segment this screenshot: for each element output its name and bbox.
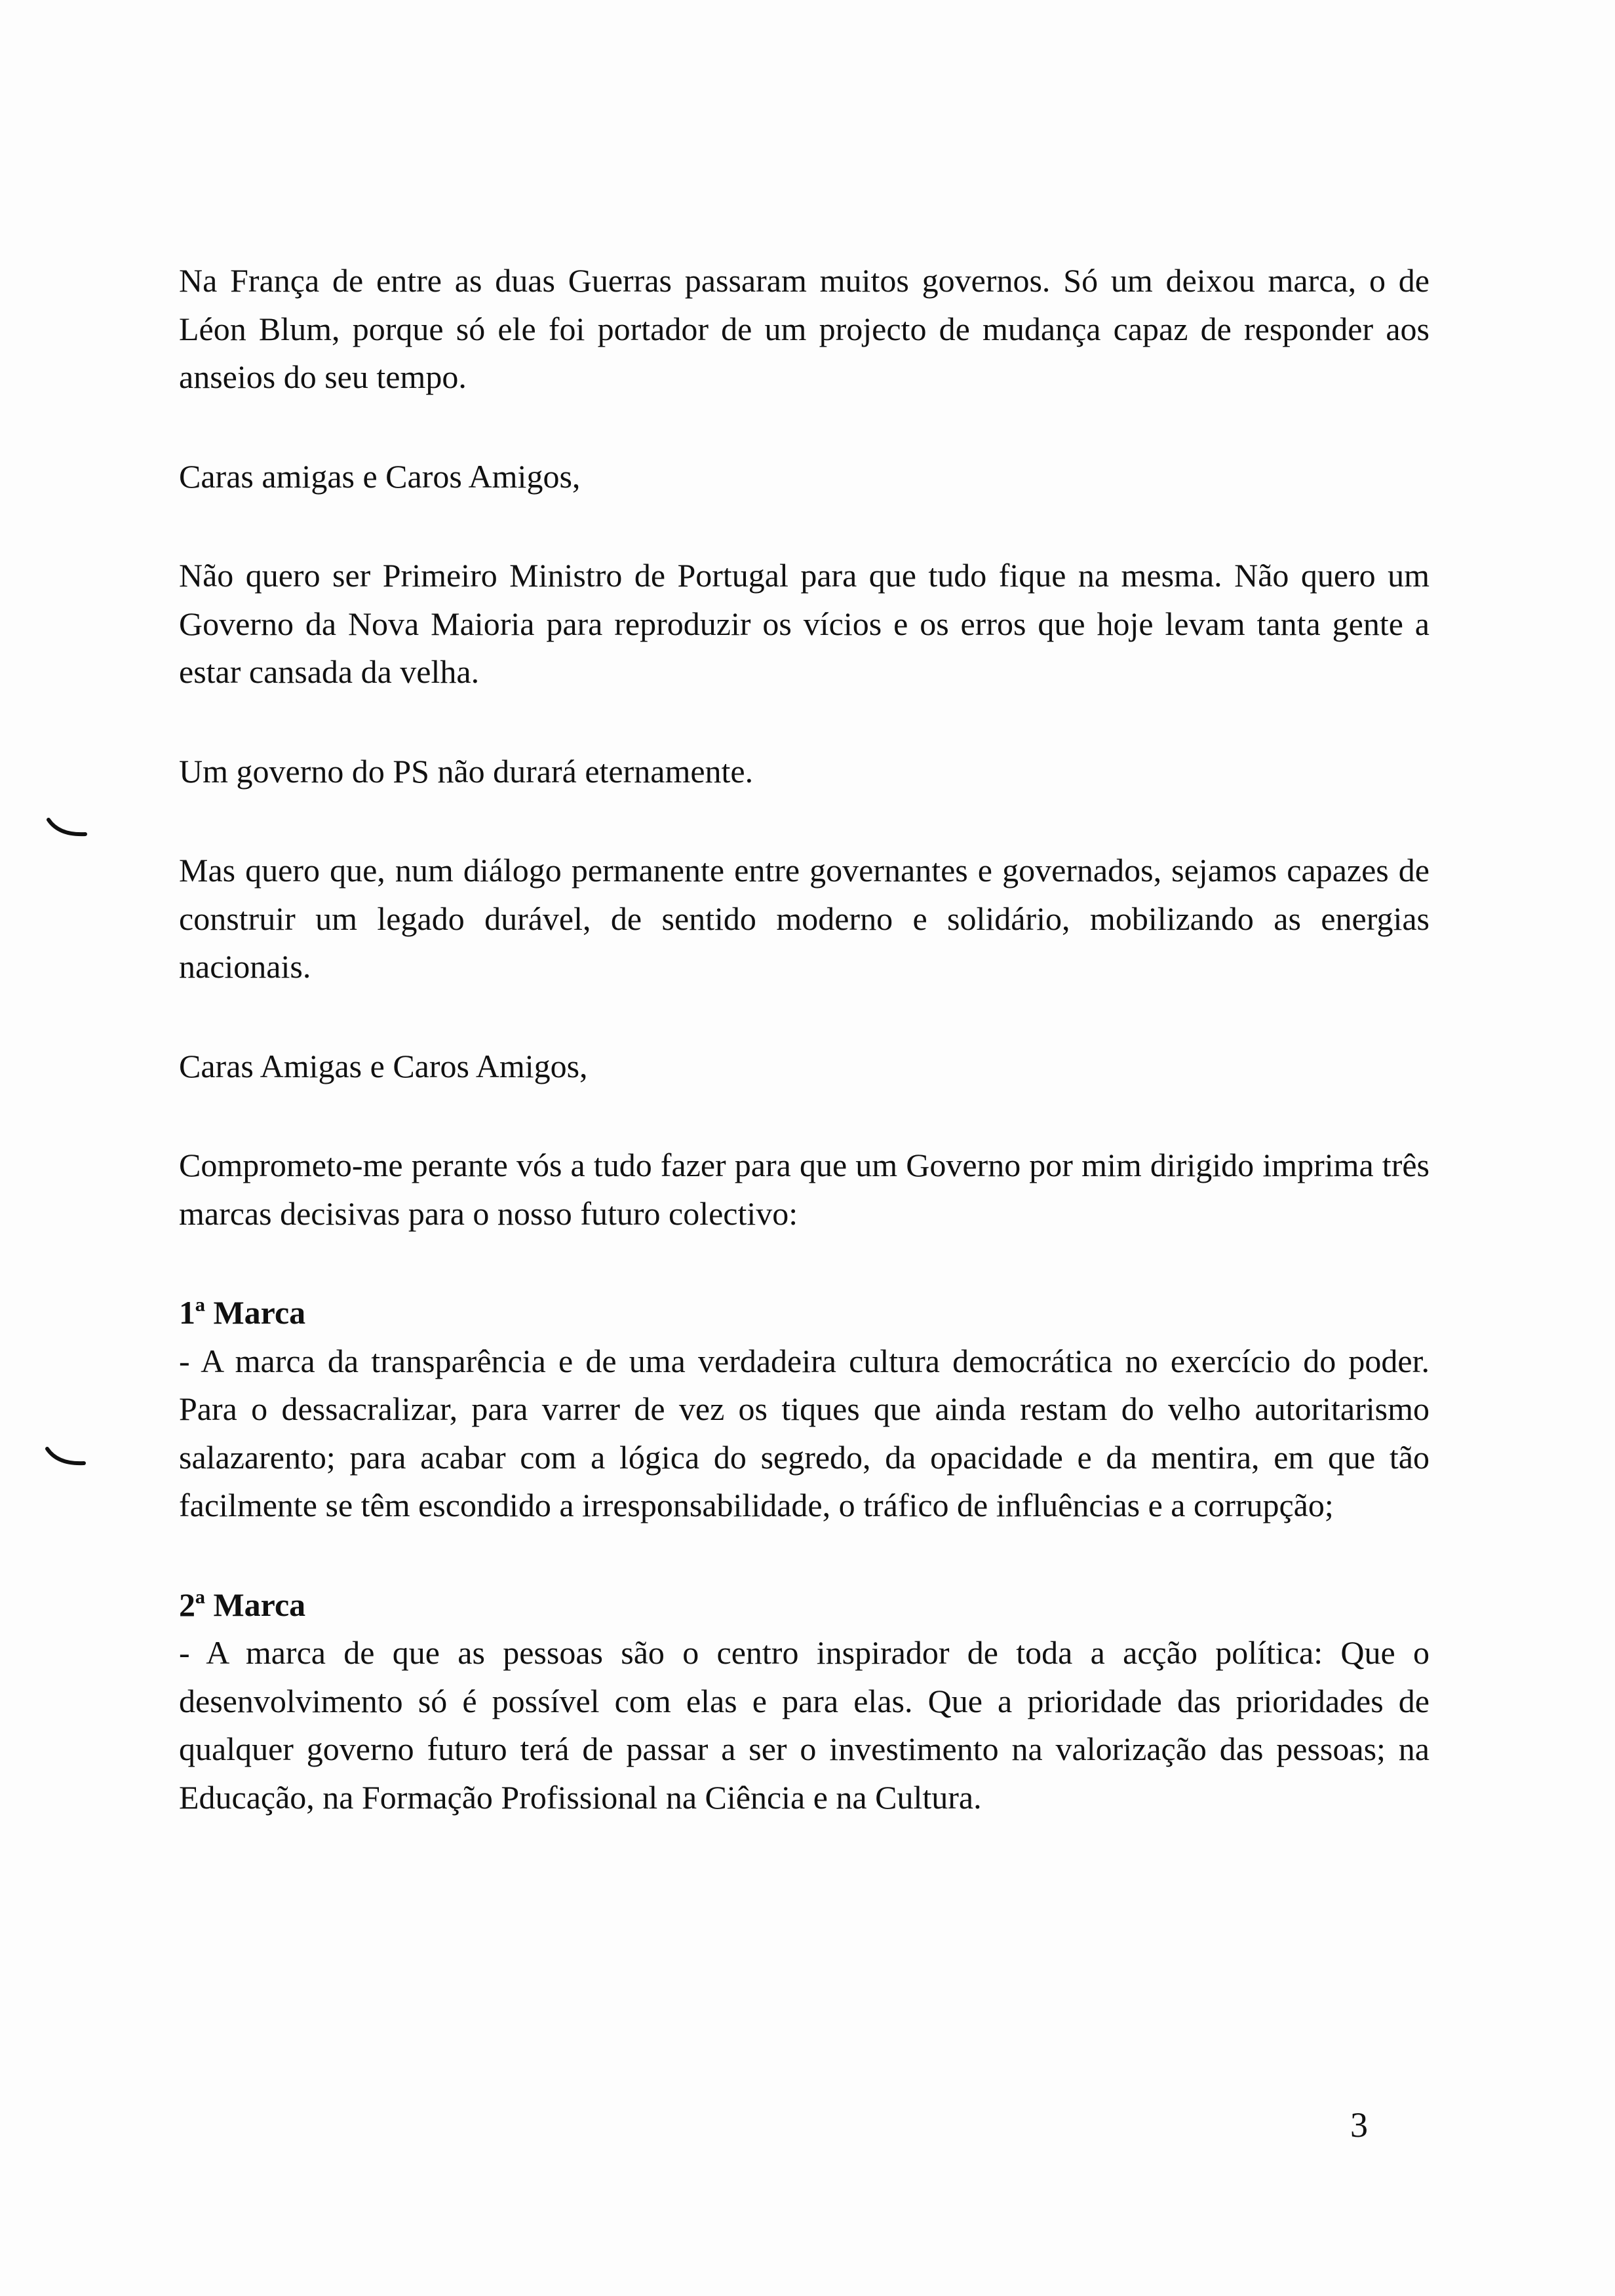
mark-2-section bbox=[179, 1581, 1430, 1822]
salutation-2: Caras Amigas e Caros Amigos, bbox=[179, 1047, 588, 1084]
margin-check-mark-bottom bbox=[45, 1445, 90, 1471]
paragraph-france: Na França de entre as duas Guerras passaram muitos governos. Só um deixou marca, o de Léon Blum, porque só ele foi portador de um projecto de mudança capaz de responder aos anseios do seu tempo. bbox=[179, 262, 1430, 395]
page-number: 3 bbox=[1350, 2105, 1368, 2145]
mark-2-heading: 2ª Marca bbox=[179, 1586, 306, 1623]
paragraph-commitment: Comprometo-me perante vós a tudo fazer para que um Governo por mim dirigido imprima três marcas decisivas para o nosso futuro colectivo: bbox=[179, 1147, 1430, 1232]
document-body bbox=[179, 257, 1430, 1873]
mark-1-text: - A marca da transparência e de uma verdadeira cultura democrática no exercício do poder. Para o dessacralizar, para varrer de vez os tiques que ainda restam do velho autoritarismo salazarento; para acabar com a lógica do segredo, da opacidade e da mentira, em que tão facilmente se têm escondido a irresponsabilidade, o tráfico de influências e a corrupção; bbox=[179, 1342, 1430, 1523]
mark-1-section bbox=[179, 1289, 1430, 1530]
margin-check-mark-top bbox=[46, 816, 92, 842]
salutation-1: Caras amigas e Caros Amigos, bbox=[179, 457, 581, 495]
paragraph-ps-government: Um governo do PS não durará eternamente. bbox=[179, 752, 754, 790]
mark-2-text: - A marca de que as pessoas são o centro inspirador de toda a acção política: Que o desenvolvimento só é possível com elas e para elas. Que a prioridade das prioridades de qualquer governo futuro terá de passar a ser o investimento na valorização das pessoas; na Educação, na Formação Profissional na Ciência e na Cultura. bbox=[179, 1634, 1430, 1816]
paragraph-dialogue: Mas quero que, num diálogo permanente entre governantes e governados, sejamos capazes de construir um legado durável, de sentido moderno e solidário, mobilizando as energias nacionais. bbox=[179, 852, 1430, 985]
mark-1-heading: 1ª Marca bbox=[179, 1294, 306, 1331]
paragraph-prime-minister: Não quero ser Primeiro Ministro de Portugal para que tudo fique na mesma. Não quero um Governo da Nova Maioria para reproduzir os vícios e os erros que hoje levam tanta gente a estar cansada da velha. bbox=[179, 557, 1430, 690]
